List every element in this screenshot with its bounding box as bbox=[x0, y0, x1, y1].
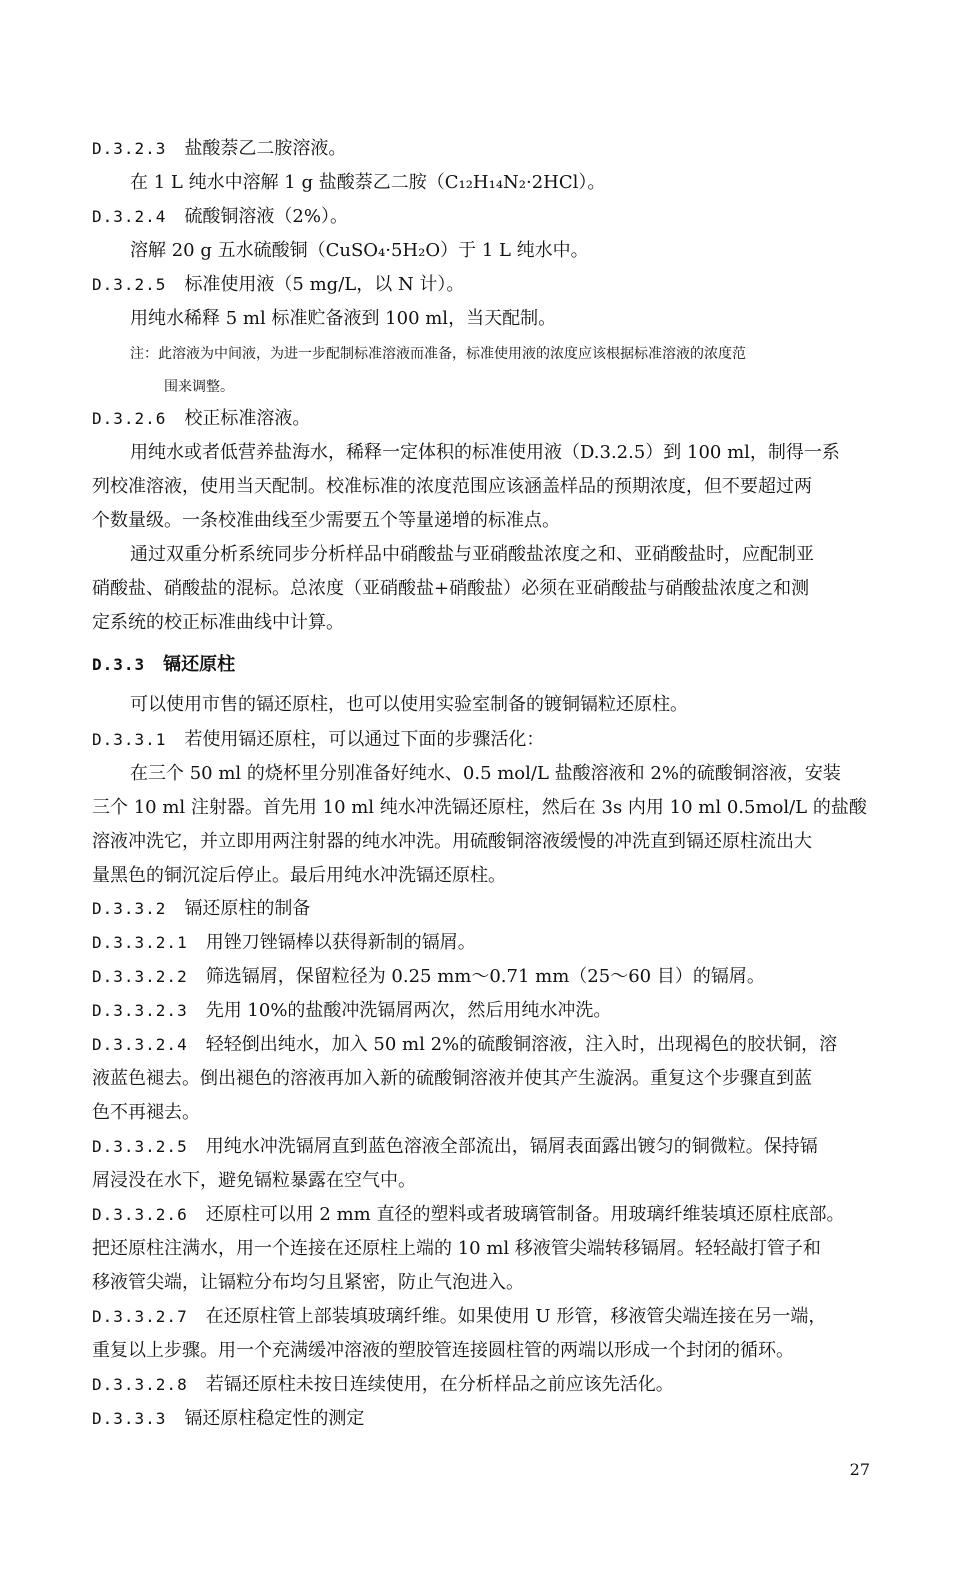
clause-d3325: D.3.3.2.5 用纯水冲洗镉屑直到蓝色溶液全部流出，镉屑表面露出镀匀的铜微粒。保持镉 bbox=[92, 1136, 818, 1157]
paragraph-line: 可以使用市售的镉还原柱，也可以使用实验室制备的镀铜镉粒还原柱。 bbox=[130, 694, 688, 715]
note-line: 围来调整。 bbox=[164, 379, 234, 395]
paragraph-line: 移液管尖端，让镉粒分布均匀且紧密，防止气泡进入。 bbox=[92, 1272, 524, 1293]
paragraph-line: 三个 10 ml 注射器。首先用 10 ml 纯水冲洗镉还原柱，然后在 3s 内用 10 ml 0.5mol/L 的盐酸 bbox=[92, 797, 867, 818]
clause-d3322: D.3.3.2.2 筛选镉屑，保留粒径为 0.25 mm～0.71 mm（25～60 目）的镉屑。 bbox=[92, 966, 765, 987]
paragraph-line: 个数量级。一条校准曲线至少需要五个等量递增的标准点。 bbox=[92, 510, 560, 531]
clause-d323: D.3.2.3 盐酸萘乙二胺溶液。 bbox=[92, 138, 347, 159]
paragraph-line: 液蓝色褪去。倒出褪色的溶液再加入新的硫酸铜溶液并使其产生漩涡。重复这个步骤直到蓝 bbox=[92, 1068, 812, 1089]
clause-d326: D.3.2.6 校正标准溶液。 bbox=[92, 408, 311, 429]
page-number: 27 bbox=[849, 1460, 870, 1479]
paragraph-line: 在 1 L 纯水中溶解 1 g 盐酸萘乙二胺（C₁₂H₁₄N₂·2HCl）。 bbox=[130, 172, 606, 193]
section-heading-d33: D.3.3 镉还原柱 bbox=[92, 654, 236, 675]
clause-d3324: D.3.3.2.4 轻轻倒出纯水，加入 50 ml 2%的硫酸铜溶液，注入时，出现褐色的胶状铜，溶 bbox=[92, 1034, 838, 1055]
note-line: 注：此溶液为中间液，为进一步配制标准溶液而准备，标准使用液的浓度应该根据标准溶液的浓度范 bbox=[130, 346, 746, 362]
paragraph-line: 用纯水稀释 5 ml 标准贮备液到 100 ml，当天配制。 bbox=[130, 308, 557, 329]
paragraph-line: 定系统的校正标准曲线中计算。 bbox=[92, 612, 344, 633]
clause-d333: D.3.3.3 镉还原柱稳定性的测定 bbox=[92, 1408, 365, 1429]
clause-d325: D.3.2.5 标准使用液（5 mg/L，以 N 计）。 bbox=[92, 274, 465, 295]
paragraph-line: 色不再褪去。 bbox=[92, 1102, 200, 1123]
clause-d3326: D.3.3.2.6 还原柱可以用 2 mm 直径的塑料或者玻璃管制备。用玻璃纤维装填还原柱底部。 bbox=[92, 1204, 845, 1225]
paragraph-line: 用纯水或者低营养盐海水，稀释一定体积的标准使用液（D.3.2.5）到 100 ml，制得一系 bbox=[130, 442, 840, 463]
clause-d332: D.3.3.2 镉还原柱的制备 bbox=[92, 898, 311, 919]
paragraph-line: 把还原柱注满水，用一个连接在还原柱上端的 10 ml 移液管尖端转移镉屑。轻轻敲打管子和 bbox=[92, 1238, 821, 1259]
paragraph-line: 量黑色的铜沉淀后停止。最后用纯水冲洗镉还原柱。 bbox=[92, 865, 506, 886]
clause-d3328: D.3.3.2.8 若镉还原柱未按日连续使用，在分析样品之前应该先活化。 bbox=[92, 1374, 674, 1395]
paragraph-line: 重复以上步骤。用一个充满缓冲溶液的塑胶管连接圆柱管的两端以形成一个封闭的循环。 bbox=[92, 1340, 794, 1361]
paragraph-line: 溶液冲洗它，并立即用两注射器的纯水冲洗。用硫酸铜溶液缓慢的冲洗直到镉还原柱流出大 bbox=[92, 831, 812, 852]
paragraph-line: 屑浸没在水下，避免镉粒暴露在空气中。 bbox=[92, 1170, 416, 1191]
clause-d3321: D.3.3.2.1 用锉刀锉镉棒以获得新制的镉屑。 bbox=[92, 932, 476, 953]
paragraph-line: 硝酸盐、硝酸盐的混标。总浓度（亚硝酸盐+硝酸盐）必须在亚硝酸盐与硝酸盐浓度之和测 bbox=[92, 578, 810, 599]
clause-d3327: D.3.3.2.7 在还原柱管上部装填玻璃纤维。如果使用 U 形管，移液管尖端连接在另一端， bbox=[92, 1306, 827, 1327]
paragraph-line: 在三个 50 ml 的烧杯里分别准备好纯水、0.5 mol/L 盐酸溶液和 2%的硫酸铜溶液，安装 bbox=[130, 763, 841, 784]
clause-d331: D.3.3.1 若使用镉还原柱，可以通过下面的步骤活化： bbox=[92, 729, 545, 750]
clause-d3323: D.3.3.2.3 先用 10%的盐酸冲洗镉屑两次，然后用纯水冲洗。 bbox=[92, 1000, 612, 1021]
paragraph-line: 列校准溶液，使用当天配制。校准标准的浓度范围应该涵盖样品的预期浓度，但不要超过两 bbox=[92, 476, 812, 497]
clause-d324: D.3.2.4 硫酸铜溶液（2%）。 bbox=[92, 206, 348, 227]
paragraph-line: 通过双重分析系统同步分析样品中硝酸盐与亚硝酸盐浓度之和、亚硝酸盐时，应配制亚 bbox=[130, 544, 814, 565]
paragraph-line: 溶解 20 g 五水硫酸铜（CuSO₄·5H₂O）于 1 L 纯水中。 bbox=[130, 240, 589, 261]
